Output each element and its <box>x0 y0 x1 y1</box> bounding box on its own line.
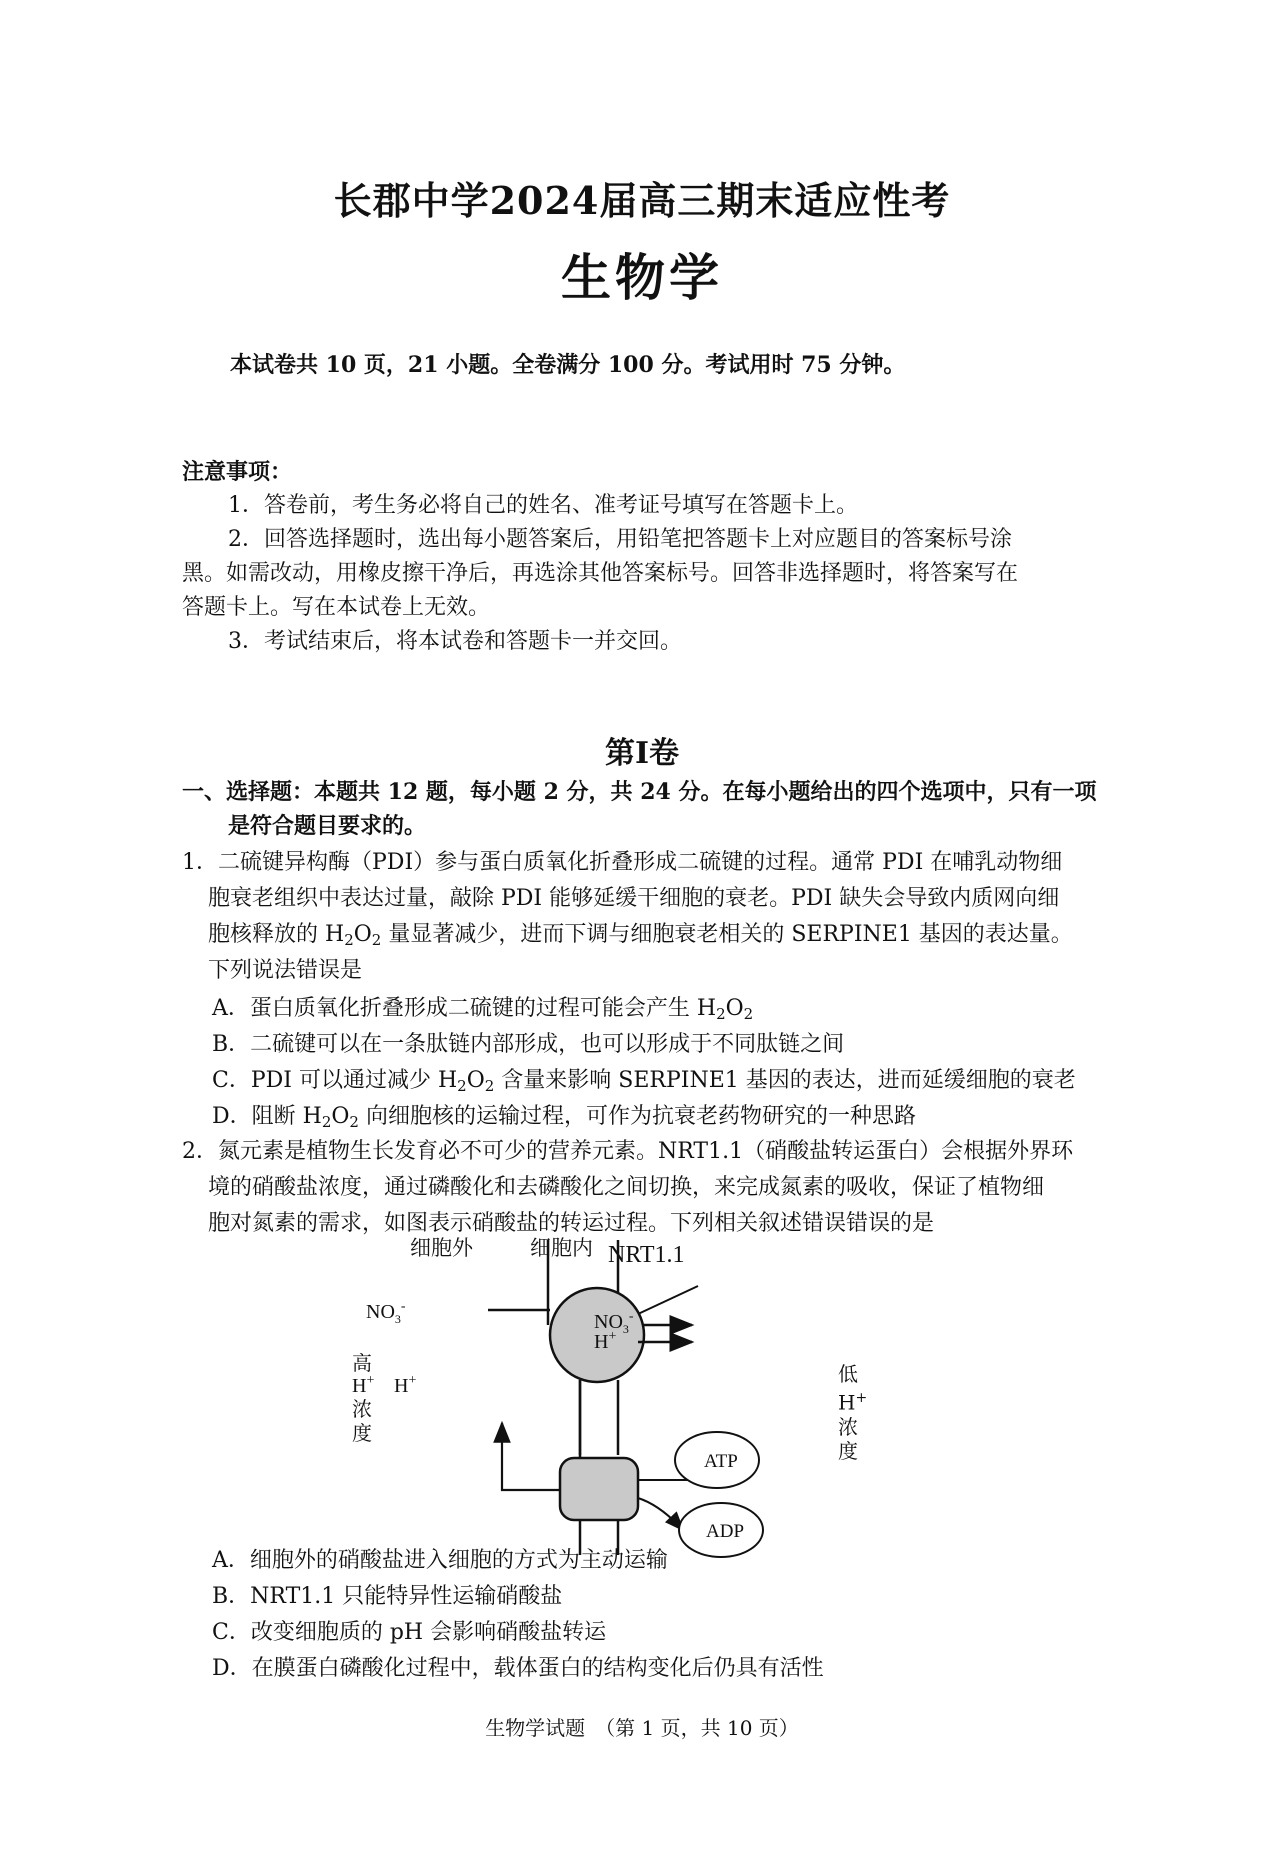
q1-line2: 胞衰老组织中表达过量，敲除 PDI 能够延缓干细胞的衰老。PDI 缺失会导致内质网向细 <box>208 886 1060 911</box>
nitrate-outside-label: $NO_3^-$ <box>366 1299 406 1326</box>
nrt-label: NRT1.1 <box>608 1242 685 1268</box>
part-one-line2: 是符合题目要求的。 <box>228 813 427 839</box>
inside-label: 细胞内 <box>530 1236 593 1260</box>
q2-option-a: A．细胞外的硝酸盐进入细胞的方式为主动运输 <box>212 1548 668 1573</box>
part-one-line1: 一、选择题：本题共 12 题，每小题 2 分，共 24 分。在每小题给出的四个选项中，只有一项 <box>182 779 1097 805</box>
q2-option-c: C．改变细胞质的 pH 会影响硝酸盐转运 <box>212 1620 607 1645</box>
q1-line4: 下列说法错误是 <box>208 958 363 983</box>
proton-pump <box>560 1458 638 1520</box>
nrt-pointer-line <box>638 1286 698 1314</box>
q2-option-d: D．在膜蛋白磷酸化过程中，载体蛋白的结构变化后仍具有活性 <box>212 1656 824 1681</box>
notice-item-3: 3．考试结束后，将本试卷和答题卡一并交回。 <box>228 629 682 654</box>
low-concentration-label: 低 H+ 浓 度 <box>838 1362 868 1463</box>
q1-option-b: B．二硫键可以在一条肽链内部形成，也可以形成于不同肽链之间 <box>212 1032 845 1057</box>
high-label-4: 度 <box>352 1423 372 1445</box>
notice-item-2-line2: 黑。如需改动，用橡皮擦干净后，再选涂其他答案标号。回答非选择题时，将答案写在 <box>182 561 1019 586</box>
q1-option-a: A．蛋白质氧化折叠形成二硫键的过程可能会产生 $H_2O_2$ <box>212 996 754 1023</box>
proton-inside-label: H+ <box>594 1329 617 1353</box>
q1-line3: 胞核释放的 $H_2O_2$ 量显著减少，进而下调与细胞衰老相关的 SERPINE1 基因的表达量。 <box>208 922 1073 949</box>
nitrate-inside-label: $NO_3^-$ <box>594 1309 634 1336</box>
q2-option-b: B．NRT1.1 只能特异性运输硝酸盐 <box>212 1584 563 1609</box>
section-title: 第Ⅰ卷 <box>604 736 680 771</box>
notice-item-2-line3: 答题卡上。写在本试卷上无效。 <box>182 595 491 620</box>
notice-item-2-line1: 2．回答选择题时，选出每小题答案后，用铅笔把答题卡上对应题目的答案标号涂 <box>228 527 1012 552</box>
adp-label: ADP <box>706 1521 745 1542</box>
q1-line1: 1．二硫键异构酶（PDI）参与蛋白质氧化折叠形成二硫键的过程。通常 PDI 在哺乳动物细 <box>182 850 1063 875</box>
proton-outside-label: H+ <box>394 1373 417 1397</box>
notice-item-1: 1．答卷前，考生务必将自己的姓名、准考证号填写在答题卡上。 <box>228 493 858 518</box>
exam-title: 长郡中学2024届高三期末适应性考 <box>333 178 951 223</box>
q1-option-c: C．PDI 可以通过减少 $H_2O_2$ 含量来影响 SERPINE1 基因的表达，进而延缓细胞的衰老 <box>212 1068 1076 1095</box>
high-label-2: H+ <box>352 1373 375 1397</box>
q2-line1: 2．氮元素是植物生长发育必不可少的营养元素。NRT1.1（硝酸盐转运蛋白）会根据外界环 <box>182 1139 1074 1164</box>
atp-label: ATP <box>704 1451 738 1472</box>
high-label-1: 高 <box>352 1353 372 1375</box>
page-footer: 生物学试题 （第 1 页，共 10 页） <box>485 1716 799 1740</box>
q2-line2: 境的硝酸盐浓度，通过磷酸化和去磷酸化之间切换，来完成氮素的吸收，保证了植物细 <box>208 1175 1045 1200</box>
q1-option-d: D．阻断 $H_2O_2$ 向细胞核的运输过程，可作为抗衰老药物研究的一种思路 <box>212 1104 916 1131</box>
q2-line3: 胞对氮素的需求，如图表示硝酸盐的转运过程。下列相关叙述错误错误的是 <box>208 1211 935 1236</box>
proton-return-arrow <box>502 1423 560 1490</box>
subject-title: 生物学 <box>561 248 723 307</box>
high-label-3: 浓 <box>352 1399 372 1421</box>
outside-label: 细胞外 <box>410 1236 473 1260</box>
notice-heading: 注意事项： <box>182 459 293 485</box>
exam-info: 本试卷共 10 页，21 小题。全卷满分 100 分。考试用时 75 分钟。 <box>230 352 906 378</box>
atp-to-adp-arrow <box>638 1498 683 1530</box>
